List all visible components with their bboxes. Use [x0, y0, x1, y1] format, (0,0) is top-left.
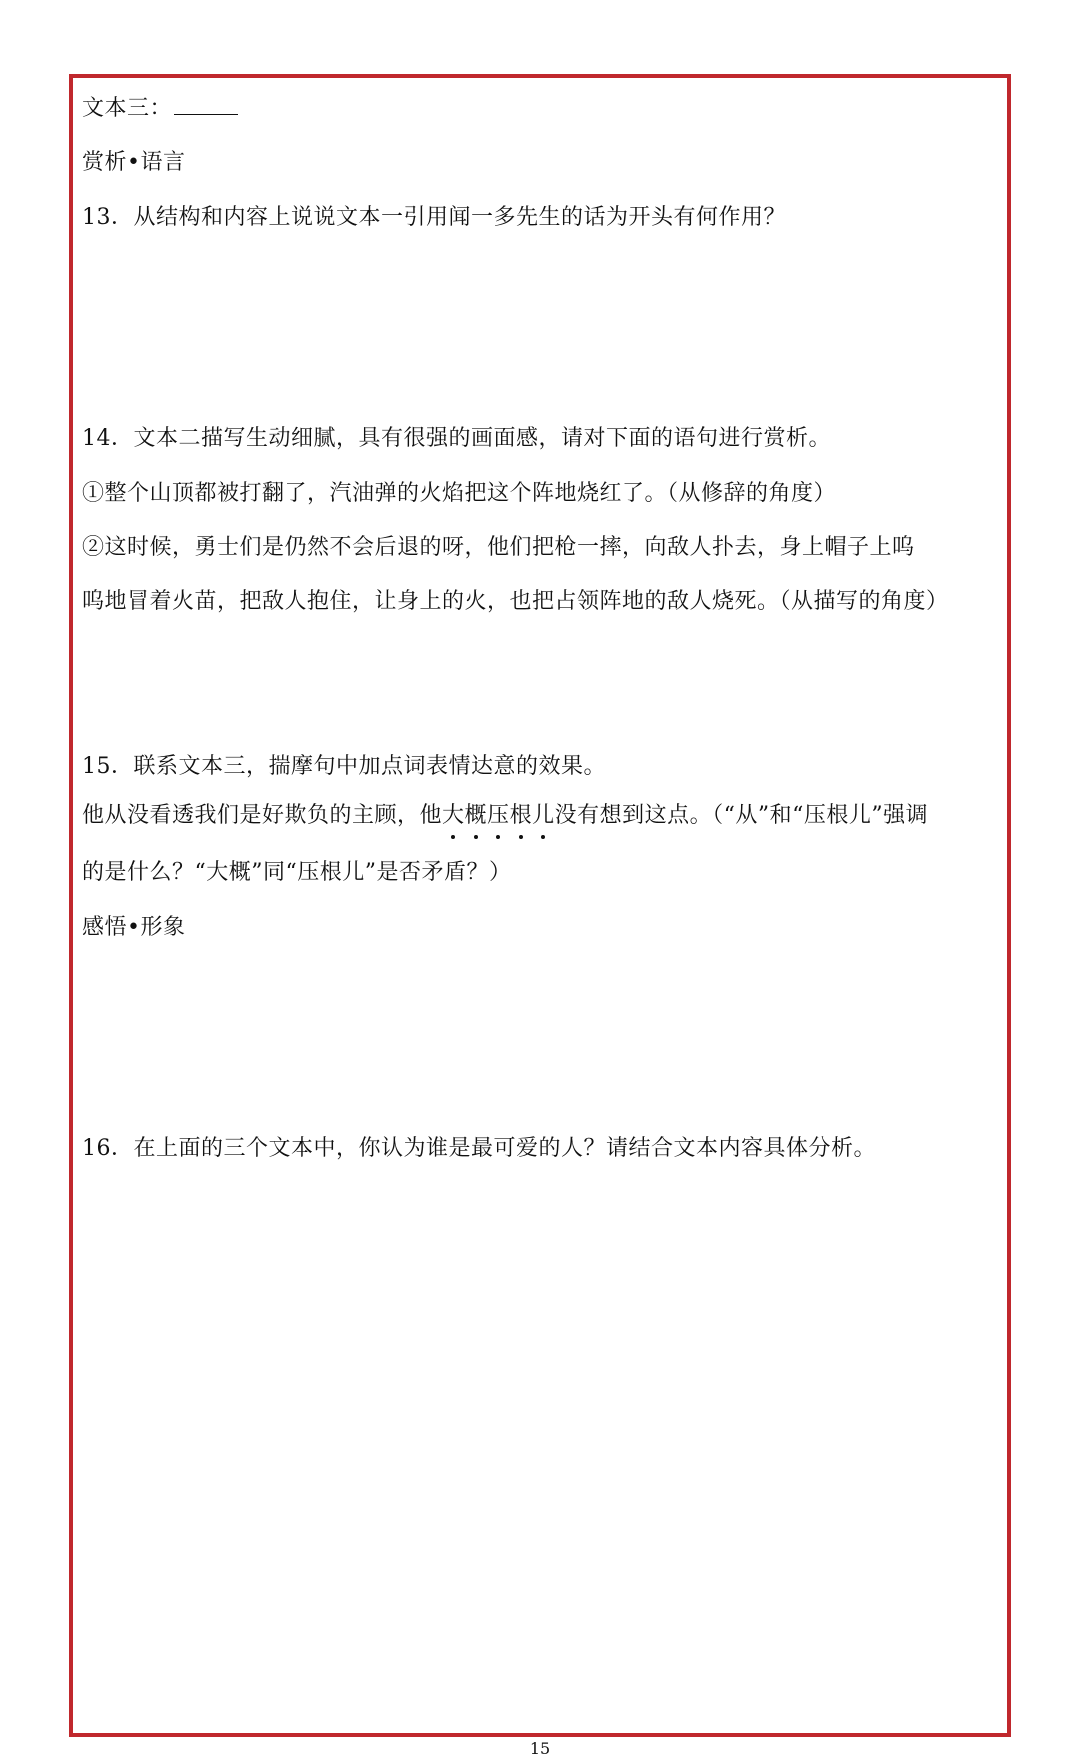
question-16: 16．在上面的三个文本中，你认为谁是最可爱的人？请结合文本内容具体分析。	[82, 1136, 876, 1161]
text-three-label: 文本三：	[82, 96, 173, 121]
question-15-line-2: 的是什么？“大概”同“压根儿”是否矛盾？）	[82, 860, 512, 885]
dotted-word-char: 概	[465, 801, 488, 831]
sentence-after: 没有想到这点。（“从”和“压根儿”强调	[554, 803, 929, 828]
dotted-word-char: 压	[487, 801, 510, 831]
sentence-before: 他从没看透我们是好欺负的主顾，他	[82, 803, 443, 828]
dotted-word-char: 大	[442, 801, 465, 831]
text-three-line	[82, 94, 238, 124]
question-14-item-2-line-2: 呜地冒着火苗，把敌人抱住，让身上的火，也把占领阵地的敌人烧死。（从描写的角度）	[82, 589, 949, 614]
page-border	[69, 74, 1011, 1737]
question-15-sentence	[82, 801, 928, 831]
question-13: 13．从结构和内容上说说文本一引用闻一多先生的话为开头有何作用？	[82, 205, 786, 230]
question-15: 15．联系文本三，揣摩句中加点词表情达意的效果。	[82, 754, 606, 779]
section-heading-language: 赏析•语言	[82, 150, 186, 175]
answer-blank	[174, 94, 238, 115]
question-14: 14．文本二描写生动细腻，具有很强的画面感，请对下面的语句进行赏析。	[82, 426, 831, 451]
dotted-word-char: 儿	[532, 801, 555, 831]
dotted-word-char: 根	[510, 801, 533, 831]
section-heading-image: 感悟•形象	[82, 915, 186, 940]
question-14-item-1: ①整个山顶都被打翻了，汽油弹的火焰把这个阵地烧红了。（从修辞的角度）	[82, 481, 837, 506]
page-number: 15	[529, 1739, 551, 1758]
question-14-item-2-line-1: ②这时候，勇士们是仍然不会后退的呀，他们把枪一摔，向敌人扑去，身上帽子上呜	[82, 535, 915, 560]
